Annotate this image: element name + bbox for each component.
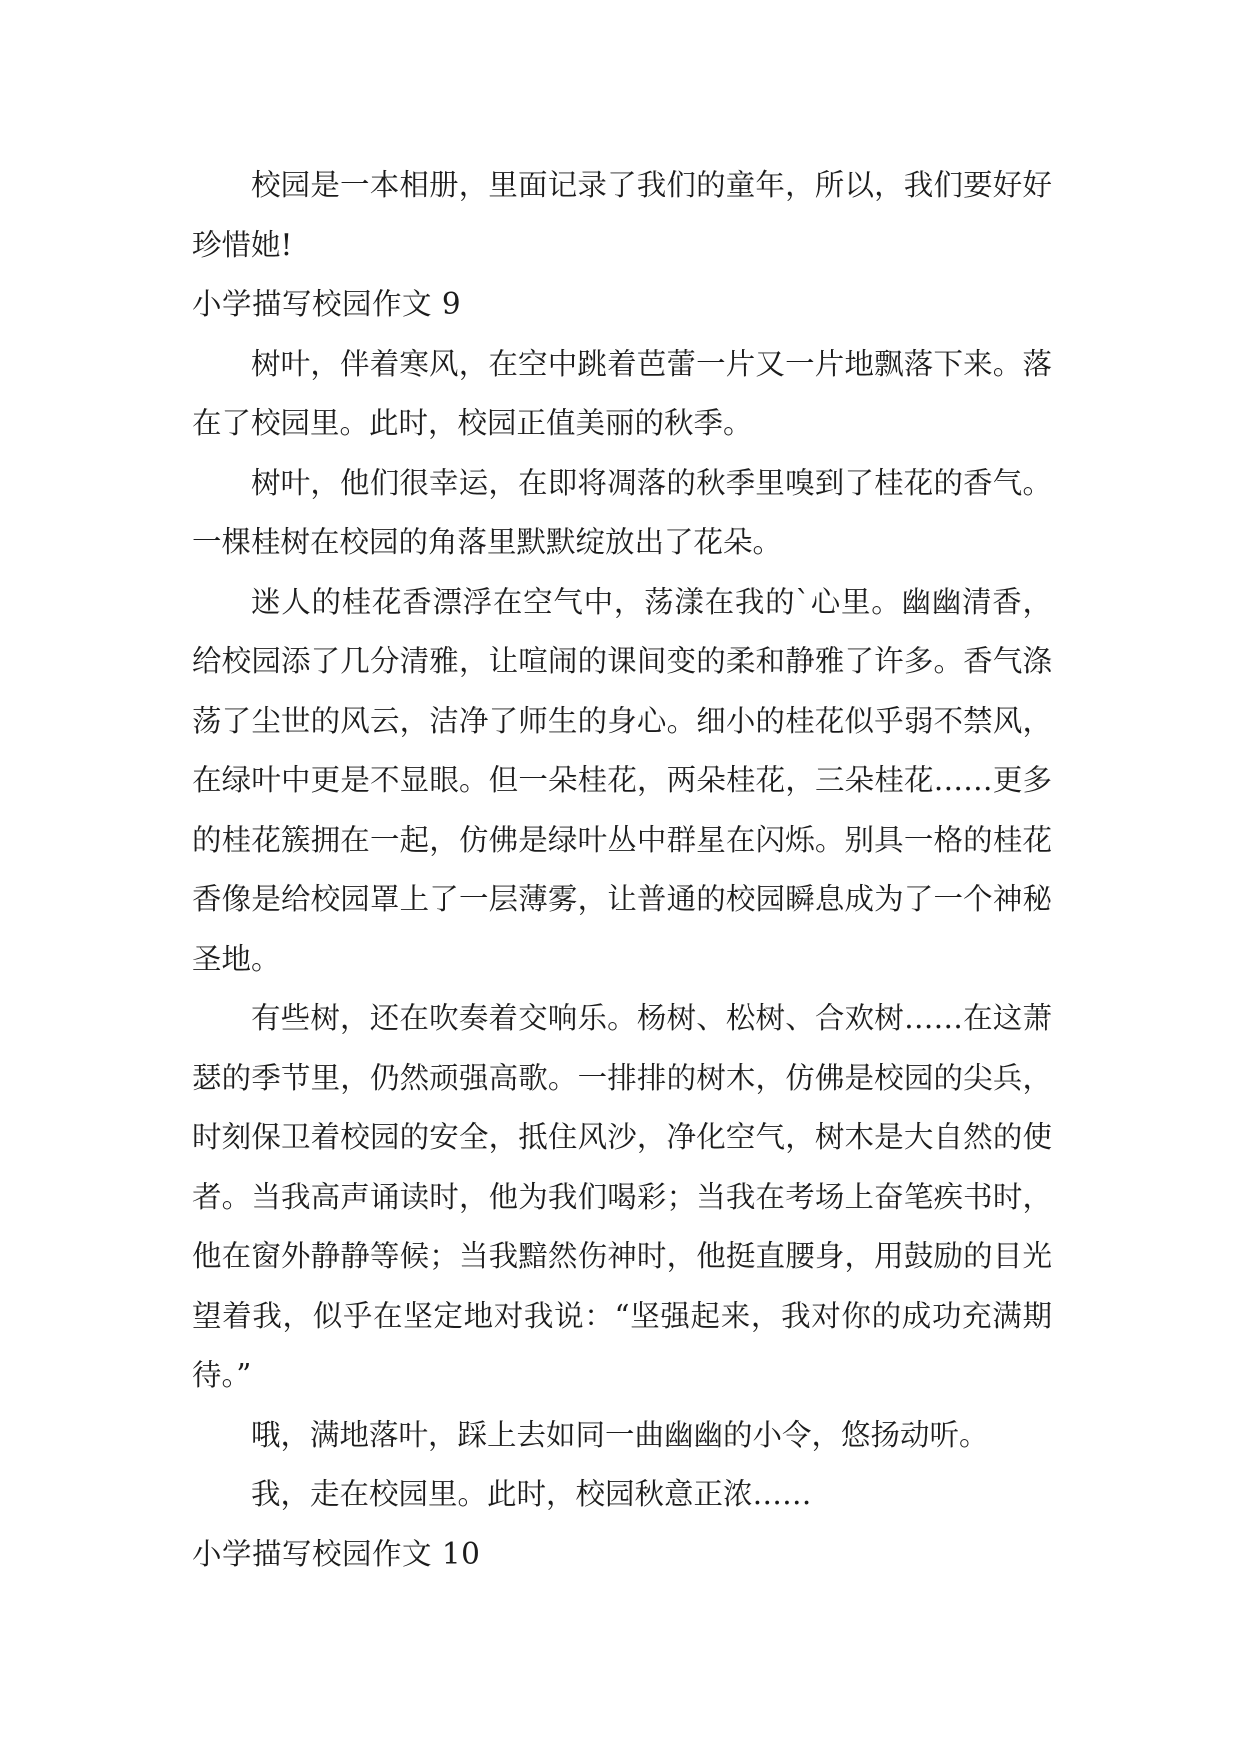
text-column <box>192 156 1052 1584</box>
paragraph: 我，走在校园里。此时，校园秋意正浓…… <box>251 1477 812 1511</box>
paragraph: 校园是一本相册，里面记录了我们的童年，所以，我们要好好珍惜她! <box>192 168 1052 262</box>
paragraph: 哦，满地落叶，踩上去如同一曲幽幽的小令，悠扬动听。 <box>251 1417 989 1452</box>
section-heading: 小学描写校园作文 9 <box>192 287 462 321</box>
section-heading: 小学描写校园作文 10 <box>192 1536 481 1571</box>
paragraph: 有些树，还在吹奏着交响乐。杨树、松树、合欢树……在这萧瑟的季节里，仍然顽强高歌。一排排的树木，仿佛是校园的尖兵，时刻保卫着校园的安全，抵住风沙，净化空气，树木是大自然的使者。当我高声诵读时，他为我们喝彩；当我在考场上奋笔疾书时，他在窗外静静等候；当我黯然伤神时，他挺直腰身，用鼓励的目光望着我，似乎在坚定地对我说：“坚强起来，我对你的成功充满期待。” <box>192 1001 1052 1392</box>
paragraph: 迷人的桂花香漂浮在空气中，荡漾在我的`心里。幽幽清香，给校园添了几分清雅，让喧闹的课间变的柔和静雅了许多。香气涤荡了尘世的风云，洁净了师生的身心。细小的桂花似乎弱不禁风，在绿叶中更是不显眼。但一朵桂花，两朵桂花，三朵桂花……更多的桂花簇拥在一起，仿佛是绿叶丛中群星在闪烁。别具一格的桂花香像是给校园罩上了一层薄雾，让普通的校园瞬息成为了一个神秘圣地。 <box>192 584 1052 976</box>
paragraph: 树叶，他们很幸运，在即将凋落的秋季里嗅到了桂花的香气。一棵桂树在校园的角落里默默绽放出了花朵。 <box>192 465 1052 559</box>
paragraph: 树叶，伴着寒风，在空中跳着芭蕾一片又一片地飘落下来。落在了校园里。此时，校园正值美丽的秋季。 <box>192 346 1052 440</box>
